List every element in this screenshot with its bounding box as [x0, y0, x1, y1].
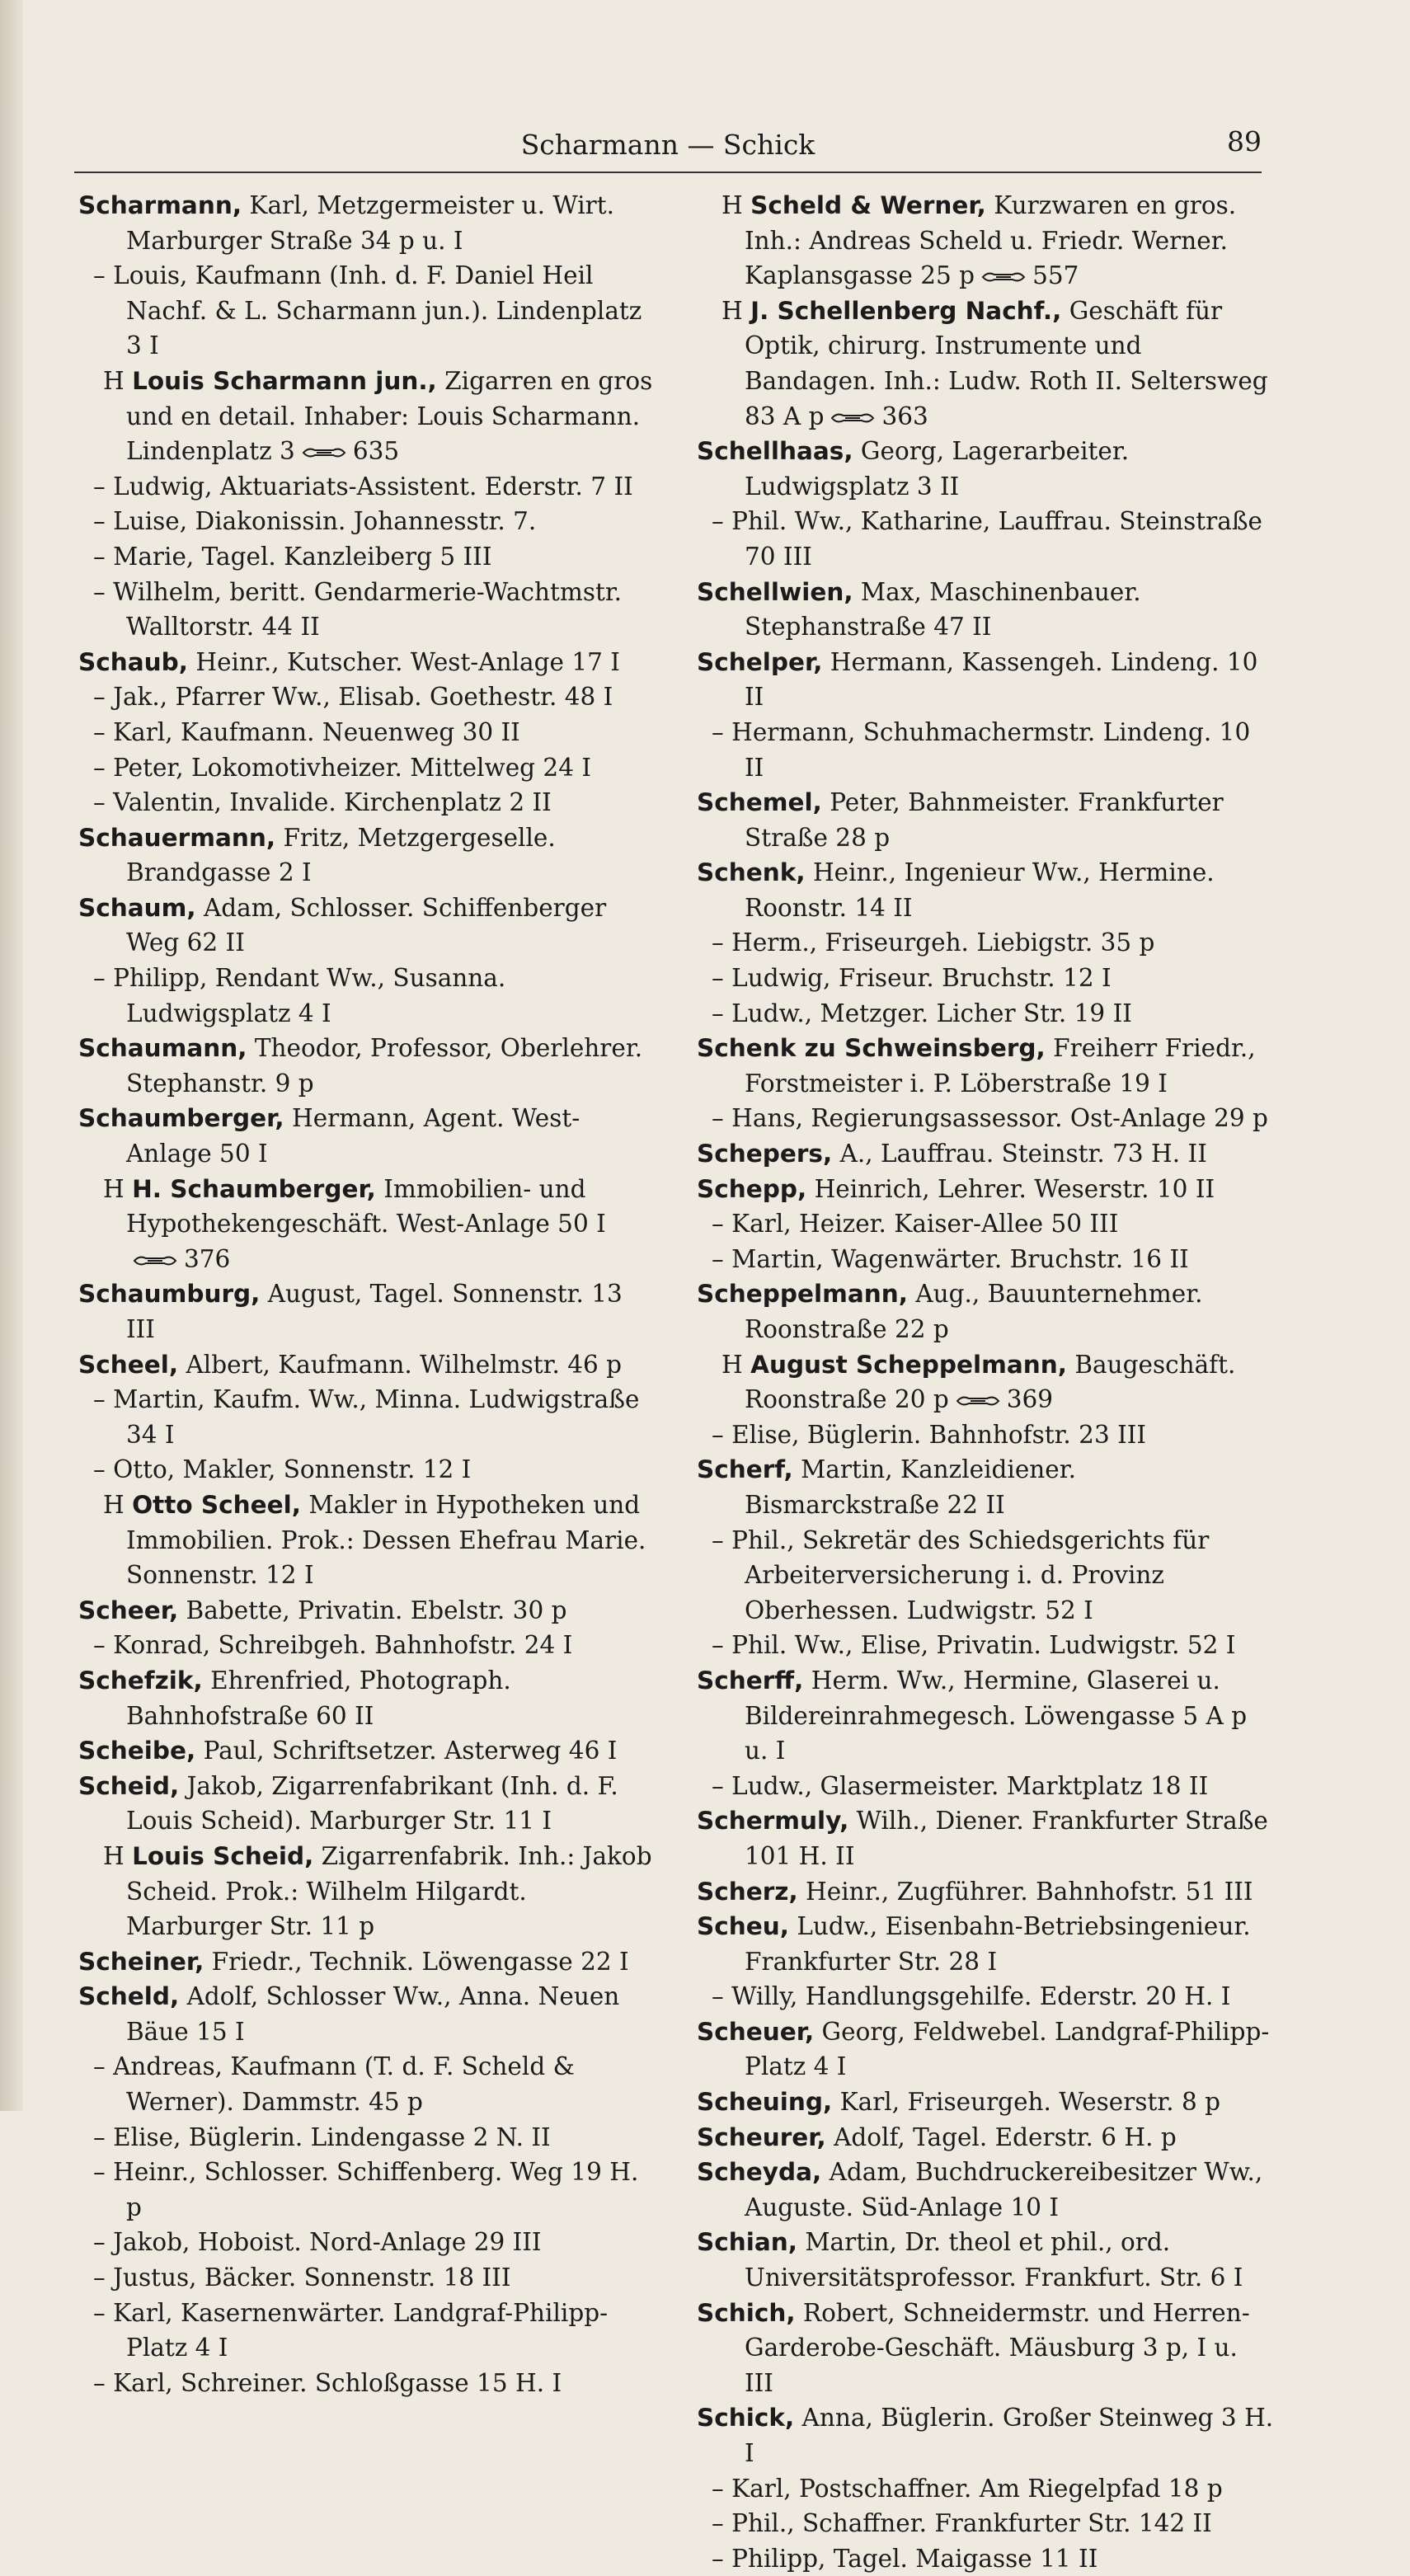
entry-name: Scheyda, — [697, 2158, 822, 2187]
entry-text: – Marie, Tagel. Kanzleiberg 5 III — [93, 542, 492, 571]
entry-name: Louis Scheid, — [132, 1841, 314, 1870]
sub-entry — [697, 925, 1274, 961]
sub-entry — [78, 2296, 656, 2366]
entry-text: Adam, Buchdruckereibesitzer Ww., Auguste. Süd-Anlage 10 I — [745, 2158, 1263, 2221]
entry-name: Schaumberger, — [78, 1104, 284, 1133]
entry-name: Schich, — [697, 2298, 796, 2327]
entry-text: – Wilhelm, beritt. Gendarmerie-Wachtmstr. Walltorstr. 44 II — [93, 577, 623, 642]
entry-name: Scheuing, — [697, 2088, 833, 2117]
entry-text: – Justus, Bäcker. Sonnenstr. 18 III — [93, 2263, 511, 2292]
entry-text: August, Tagel. Sonnenstr. 13 III — [126, 1280, 623, 1343]
firm-entry — [78, 364, 656, 469]
entry-name: Schaumann, — [78, 1034, 247, 1063]
entry-name: Scheuer, — [697, 2017, 815, 2046]
entry-name: Scherz, — [697, 1877, 798, 1906]
directory-entry — [697, 2085, 1274, 2120]
entry-text: – Martin, Kaufm. Ww., Minna. Ludwigstraße 34 I — [93, 1385, 640, 1449]
sub-entry — [78, 2366, 656, 2401]
directory-entry — [697, 2120, 1274, 2155]
entry-text: – Phil., Schaffner. Frankfurter Str. 142 II — [712, 2509, 1212, 2538]
entry-text: – Martin, Wagenwärter. Bruchstr. 16 II — [712, 1244, 1189, 1273]
entry-name: Schenk zu Schweinsberg, — [697, 1034, 1046, 1063]
entry-text: Heinrich, Lehrer. Weserstr. 10 II — [806, 1174, 1215, 1203]
page-gutter-edge — [0, 0, 23, 2111]
entry-text: Georg, Lagerarbeiter. Ludwigsplatz 3 II — [745, 437, 1130, 501]
entry-text: – Louis, Kaufmann (Inh. d. F. Daniel Heil Nachf. & L. Scharmann jun.). Lindenplatz 3 I — [93, 261, 642, 360]
entry-text: Hermann, Agent. West-Anlage 50 I — [126, 1104, 580, 1168]
directory-entry — [697, 2400, 1274, 2470]
directory-entry — [697, 645, 1274, 715]
directory-entry — [78, 1769, 656, 1839]
sub-entry — [78, 258, 656, 364]
entry-name: Otto Scheel, — [132, 1490, 301, 1519]
firm-entry — [697, 188, 1274, 294]
directory-entry — [78, 1031, 656, 1101]
sub-entry — [78, 504, 656, 539]
firm-marker: H — [721, 1350, 751, 1379]
entry-name: Schaum, — [78, 893, 196, 922]
entry-name: Scherf, — [697, 1455, 793, 1484]
entry-text: Albert, Kaufmann. Wilhelmstr. 46 p — [178, 1350, 623, 1379]
sub-entry — [78, 1452, 656, 1488]
entry-text: Immobilien- und Hypothekengeschäft. West-Anlage 50 I — [126, 1174, 606, 1239]
sub-entry — [697, 504, 1274, 574]
sub-entry — [78, 539, 656, 575]
phone-number: 376 — [184, 1244, 231, 1273]
sub-entry — [697, 2506, 1274, 2541]
directory-entry — [78, 820, 656, 891]
directory-entry — [697, 1663, 1274, 1769]
entry-text: Max, Maschinenbauer. Stephanstraße 47 II — [745, 577, 1141, 642]
entry-text: – Heinr., Schlosser. Schiffenberg. Weg 19 H. p — [93, 2158, 639, 2221]
entry-text: Ludw., Eisenbahn-Betriebsingenieur. Frankfurter Str. 28 I — [745, 1912, 1251, 1976]
entry-text: Wilh., Diener. Frankfurter Straße 101 H. II — [745, 1807, 1268, 1870]
directory-entry — [78, 1593, 656, 1629]
firm-marker: H — [103, 366, 133, 395]
entry-text: – Herm., Friseurgeh. Liebigstr. 35 p — [712, 928, 1155, 957]
telephone-icon — [830, 411, 875, 425]
directory-entry — [78, 1979, 656, 2049]
entry-name: Scheiner, — [78, 1947, 204, 1976]
page-header — [74, 122, 1262, 173]
entry-name: Scheid, — [78, 1771, 180, 1800]
entry-name: August Scheppelmann, — [750, 1350, 1067, 1379]
entry-name: Scharmann, — [78, 191, 242, 219]
entry-name: Schaub, — [78, 647, 188, 676]
directory-entry — [697, 575, 1274, 645]
directory-entry — [697, 1172, 1274, 1207]
entry-text: Baugeschäft. Roonstraße 20 p — [745, 1350, 1236, 1414]
entry-name: Schepers, — [697, 1140, 833, 1168]
entry-text: – Ludw., Metzger. Licher Str. 19 II — [712, 999, 1132, 1027]
sub-entry — [697, 1242, 1274, 1277]
directory-entry — [697, 2155, 1274, 2225]
entry-name: Schellhaas, — [697, 437, 853, 466]
running-head: Scharmann — Schick — [520, 129, 815, 161]
entry-name: Schepp, — [697, 1174, 807, 1203]
entry-name: Scheld, — [78, 1982, 180, 2011]
entry-text: – Elise, Büglerin. Lindengasse 2 N. II — [93, 2122, 551, 2151]
directory-entry — [697, 1909, 1274, 1979]
entry-text: – Ludwig, Friseur. Bruchstr. 12 I — [712, 964, 1112, 993]
entry-text: Aug., Bauunternehmer. Roonstraße 22 p — [745, 1280, 1203, 1343]
entry-text: – Elise, Büglerin. Bahnhofstr. 23 III — [712, 1420, 1147, 1449]
entry-text: Jakob, Zigarrenfabrikant (Inh. d. F. Louis Scheid). Marburger Str. 11 I — [126, 1771, 618, 1836]
directory-entry — [78, 1663, 656, 1733]
entry-text: – Hans, Regierungsassessor. Ost-Anlage 29 p — [712, 1104, 1268, 1133]
directory-entry — [78, 645, 656, 680]
sub-entry — [697, 2541, 1274, 2576]
directory-entry — [78, 188, 656, 258]
directory-entry — [697, 2225, 1274, 2295]
entry-text: Georg, Feldwebel. Landgraf-Philipp-Platz 4 I — [745, 2017, 1270, 2081]
phone-number: 635 — [352, 437, 400, 466]
entry-name: Scheu, — [697, 1912, 789, 1941]
firm-entry — [78, 1839, 656, 1944]
firm-marker: H — [721, 191, 751, 219]
firm-entry — [697, 1347, 1274, 1417]
sub-entry — [78, 715, 656, 750]
entry-name: Schauermann, — [78, 823, 276, 852]
entry-text: Babette, Privatin. Ebelstr. 30 p — [178, 1596, 567, 1624]
entry-text: – Konrad, Schreibgeh. Bahnhofstr. 24 I — [93, 1631, 573, 1660]
directory-entry — [697, 2296, 1274, 2401]
firm-entry — [78, 1172, 656, 1277]
right-column — [697, 188, 1274, 2576]
directory-entry — [78, 1276, 656, 1347]
entry-text: Karl, Friseurgeh. Weserstr. 8 p — [832, 2088, 1220, 2117]
firm-marker: H — [721, 296, 751, 325]
sub-entry — [697, 1979, 1274, 2014]
entry-name: Schellwien, — [697, 577, 853, 606]
entry-text: – Philipp, Rendant Ww., Susanna. Ludwigsplatz 4 I — [93, 964, 506, 1027]
sub-entry — [697, 1206, 1274, 1242]
sub-entry — [697, 961, 1274, 996]
firm-marker: H — [103, 1490, 133, 1519]
entry-text: Paul, Schriftsetzer. Asterweg 46 I — [195, 1737, 618, 1765]
entry-text: – Phil. Ww., Elise, Privatin. Ludwigstr. 52 I — [712, 1631, 1236, 1660]
entry-text: Friedr., Technik. Löwengasse 22 I — [204, 1947, 629, 1976]
entry-text: – Ludw., Glasermeister. Marktplatz 18 II — [712, 1771, 1209, 1800]
entry-name: Schick, — [697, 2404, 795, 2433]
entry-text: – Karl, Postschaffner. Am Riegelpfad 18 p — [712, 2474, 1223, 2503]
entry-text: Martin, Dr. theol et phil., ord. Universitätsprofessor. Frankfurt. Str. 6 I — [745, 2228, 1243, 2292]
entry-text: – Phil., Sekretär des Schiedsgerichts für Arbeiterversicherung i. d. Provinz Oberhessen. Ludwigstr. 52 I — [712, 1525, 1210, 1624]
sub-entry — [78, 2120, 656, 2155]
directory-entry — [697, 1452, 1274, 1522]
entry-text: – Karl, Schreiner. Schloßgasse 15 H. I — [93, 2368, 562, 2397]
phone-number: 363 — [881, 402, 928, 430]
page-number: 89 — [1227, 125, 1262, 157]
entry-text: – Phil. Ww., Katharine, Lauffrau. Steinstraße 70 III — [712, 507, 1262, 571]
directory-entry — [697, 855, 1274, 925]
sub-entry — [78, 785, 656, 820]
entry-text: Peter, Bahnmeister. Frankfurter Straße 28 p — [745, 788, 1224, 852]
entry-text: – Karl, Heizer. Kaiser-Allee 50 III — [712, 1210, 1119, 1239]
sub-entry — [78, 961, 656, 1031]
entry-text: – Jakob, Hoboist. Nord-Anlage 29 III — [93, 2228, 542, 2257]
entry-name: Schenk, — [697, 858, 806, 887]
entry-name: Scheer, — [78, 1596, 179, 1624]
entry-text: – Jak., Pfarrer Ww., Elisab. Goethestr. 48 I — [93, 683, 613, 712]
entry-text: – Otto, Makler, Sonnenstr. 12 I — [93, 1455, 472, 1484]
left-column — [78, 188, 656, 2400]
entry-name: Schemel, — [697, 788, 822, 817]
directory-entry — [697, 2014, 1274, 2085]
entry-text: – Philipp, Tagel. Maigasse 11 II — [712, 2544, 1098, 2573]
sub-entry — [78, 750, 656, 786]
entry-name: Louis Scharmann jun., — [132, 366, 437, 395]
directory-entry — [697, 1276, 1274, 1347]
firm-entry — [697, 294, 1274, 434]
sub-entry — [697, 715, 1274, 785]
sub-entry — [697, 1101, 1274, 1136]
entry-text: Theodor, Professor, Oberlehrer. Stephanstr. 9 p — [126, 1034, 643, 1098]
sub-entry — [78, 2155, 656, 2225]
directory-entry — [697, 1031, 1274, 1101]
entry-text: – Luise, Diakonissin. Johannesstr. 7. — [93, 507, 537, 536]
entry-name: Schaumburg, — [78, 1280, 261, 1309]
sub-entry — [697, 1523, 1274, 1629]
sub-entry — [697, 2471, 1274, 2507]
directory-entry — [78, 1944, 656, 1980]
entry-text: Heinr., Zugführer. Bahnhofstr. 51 III — [797, 1877, 1253, 1906]
entry-name: H. Schaumberger, — [132, 1174, 376, 1203]
telephone-icon — [133, 1254, 177, 1267]
telephone-icon — [302, 446, 346, 459]
entry-name: Scheibe, — [78, 1737, 196, 1765]
entry-text: Karl, Metzgermeister u. Wirt. Marburger Straße 34 p u. I — [126, 191, 614, 255]
entry-name: Schermuly, — [697, 1807, 849, 1836]
entry-text: Heinr., Kutscher. West-Anlage 17 I — [187, 647, 620, 676]
entry-text: Zigarren en gros und en detail. Inhaber: Louis Scharmann. Lindenplatz 3 — [126, 366, 653, 466]
sub-entry — [697, 996, 1274, 1032]
firm-marker: H — [103, 1841, 133, 1870]
entry-text: – Peter, Lokomotivheizer. Mittelweg 24 I — [93, 753, 592, 782]
entry-text: Adam, Schlosser. Schiffenberger Weg 62 II — [126, 893, 607, 957]
directory-entry — [78, 1101, 656, 1171]
directory-entry — [697, 1874, 1274, 1910]
entry-text: Freiherr Friedr., Forstmeister i. P. Löberstraße 19 I — [745, 1034, 1256, 1098]
telephone-icon — [956, 1394, 1000, 1408]
entry-text: Kurzwaren en gros. Inh.: Andreas Scheld u. Friedr. Werner. Kaplansgasse 25 p — [745, 191, 1237, 290]
directory-entry — [697, 1803, 1274, 1873]
phone-number: 557 — [1032, 261, 1079, 290]
entry-text: – Valentin, Invalide. Kirchenplatz 2 II — [93, 788, 552, 817]
entry-name: Scheld & Werner, — [750, 191, 986, 219]
entry-text: – Willy, Handlungsgehilfe. Ederstr. 20 H. I — [712, 1982, 1231, 2011]
directory-entry — [697, 785, 1274, 855]
entry-name: Schefzik, — [78, 1666, 203, 1695]
entry-text: Makler in Hypotheken und Immobilien. Prok.: Dessen Ehefrau Marie. Sonnenstr. 12 I — [126, 1490, 646, 1590]
entry-text: Ehrenfried, Photograph. Bahnhofstraße 60 II — [126, 1666, 511, 1730]
entry-text: Anna, Büglerin. Großer Steinweg 3 H. I — [745, 2404, 1274, 2467]
directory-entry — [697, 434, 1274, 504]
entry-text: – Ludwig, Aktuariats-Assistent. Ederstr. 7 II — [93, 472, 633, 501]
entry-text: Adolf, Tagel. Ederstr. 6 H. p — [825, 2122, 1177, 2151]
entry-text: Heinr., Ingenieur Ww., Hermine. Roonstr. 14 II — [745, 858, 1215, 922]
entry-text: – Hermann, Schuhmachermstr. Lindeng. 10 II — [712, 717, 1251, 782]
sub-entry — [78, 575, 656, 645]
phone-number: 369 — [1006, 1385, 1054, 1414]
entry-text: Herm. Ww., Hermine, Glaserei u. Bildereinrahmegesch. Löwengasse 5 A p u. I — [745, 1666, 1248, 1765]
entry-text: – Andreas, Kaufmann (T. d. F. Scheld & Werner). Dammstr. 45 p — [93, 2052, 575, 2117]
entry-text: Martin, Kanzleidiener. Bismarckstraße 22 II — [745, 1455, 1077, 1519]
firm-marker: H — [103, 1174, 133, 1203]
firm-entry — [78, 1488, 656, 1593]
entry-text: – Karl, Kasernenwärter. Landgraf-Philipp-Platz 4 I — [93, 2298, 609, 2362]
sub-entry — [78, 1628, 656, 1663]
directory-entry — [78, 891, 656, 961]
sub-entry — [78, 469, 656, 505]
sub-entry — [697, 1628, 1274, 1663]
entry-name: Scheel, — [78, 1350, 179, 1379]
entry-text: A., Lauffrau. Steinstr. 73 H. II — [832, 1140, 1207, 1168]
entry-text: Adolf, Schlosser Ww., Anna. Neuen Bäue 15 I — [126, 1982, 620, 2046]
sub-entry — [78, 2260, 656, 2296]
entry-text: Geschäft für Optik, chirurg. Instrumente und Bandagen. Inh.: Ludw. Roth II. Seltersweg 83 A p — [745, 296, 1268, 430]
sub-entry — [78, 2049, 656, 2119]
telephone-icon — [981, 270, 1026, 284]
directory-entry — [697, 1136, 1274, 1172]
entry-text: Hermann, Kassengeh. Lindeng. 10 II — [745, 647, 1258, 712]
directory-entry — [78, 1347, 656, 1383]
sub-entry — [78, 679, 656, 715]
entry-text: Fritz, Metzgergeselle. Brandgasse 2 I — [126, 823, 556, 887]
sub-entry — [697, 1769, 1274, 1804]
entry-name: J. Schellenberg Nachf., — [750, 296, 1062, 325]
entry-name: Schelper, — [697, 647, 823, 676]
sub-entry — [78, 1382, 656, 1452]
sub-entry — [697, 1417, 1274, 1453]
entry-text: – Karl, Kaufmann. Neuenweg 30 II — [93, 717, 520, 746]
entry-text: Robert, Schneidermstr. und Herren-Garderobe-Geschäft. Mäusburg 3 p, I u. III — [745, 2298, 1250, 2397]
directory-entry — [78, 1733, 656, 1769]
entry-name: Scherff, — [697, 1666, 804, 1695]
entry-name: Scheppelmann, — [697, 1280, 908, 1309]
sub-entry — [78, 2225, 656, 2260]
entry-name: Schian, — [697, 2228, 797, 2257]
entry-text: Zigarrenfabrik. Inh.: Jakob Scheid. Prok.: Wilhelm Hilgardt. Marburger Str. 11 p — [126, 1841, 652, 1941]
entry-name: Scheurer, — [697, 2122, 826, 2151]
